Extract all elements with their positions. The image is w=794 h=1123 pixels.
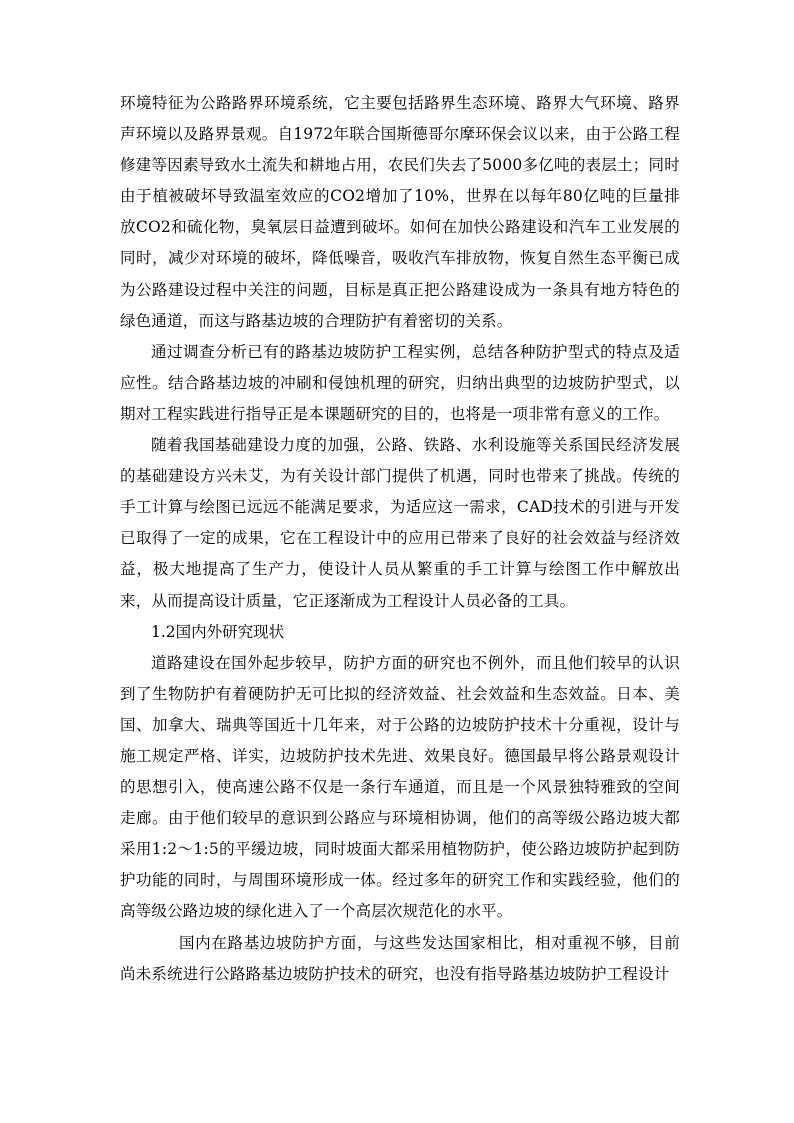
paragraph-domestic-research: 国内在路基边坡防护方面，与这些发达国家相比，相对重视不够，目前尚未系统进行公路路基边坡防护技术的研究，也没有指导路基边坡防护工程设计	[120, 933, 680, 983]
paragraph-environment-features: 环境特征为公路路界环境系统，它主要包括路界生态环境、路界大气环境、路界声环境以及路界景观。自1972年联合国斯德哥尔摩环保会议以来，由于公路工程修建等因素导致水土流失和耕地占用，农民们失去了5000多亿吨的表层土；同时由于植被破坏导致温室效应的CO2增加了10%，世界在以每年80亿吨的巨量排放CO2和硫化物，臭氧层日益遭到破坏。如何在加快公路建设和汽车工业发展的同时，减少对环境的破坏，降低噪音，吸收汽车排放物，恢复自然生态平衡已成为公路建设过程中关注的问题，目标是真正把公路建设成为一条具有地方特色的绿色通道，而这与路基边坡的合理防护有着密切的关系。	[120, 94, 680, 330]
paragraph-research-purpose: 通过调查分析已有的路基边坡防护工程实例，总结各种防护型式的特点及适应性。结合路基边坡的冲刷和侵蚀机理的研究，归纳出典型的边坡防护型式，以期对工程实践进行指导正是本课题研究的目的，也将是一项非常有意义的工作。	[120, 342, 680, 423]
section-heading: 1.2国内外研究现状	[151, 622, 285, 641]
paragraph-cad-development: 随着我国基础建设力度的加强，公路、铁路、水利设施等关系国民经济发展的基础建设方兴未艾，为有关设计部门提供了机遇，同时也带来了挑战。传统的手工计算与绘图已远远不能满足要求，为适应这一需求，CAD技术的引进与开发已取得了一定的成果，它在工程设计中的应用已带来了良好的社会效益与经济效益，极大地提高了生产力，使设计人员从繁重的手工计算与绘图工作中解放出来，从而提高设计质量，它正逐渐成为工程设计人员必备的工具。	[120, 436, 680, 610]
document-body	[120, 88, 680, 990]
paragraph-foreign-research: 道路建设在国外起步较早，防护方面的研究也不例外，而且他们较早的认识到了生物防护有着硬防护无可比拟的经济效益、社会效益和生态效益。日本、美国、加拿大、瑞典等国近十几年来，对于公路的边坡防护技术十分重视，设计与施工规定严格、详实，边坡防护技术先进、效果良好。德国最早将公路景观设计的思想引入，使高速公路不仅是一条行车通道，而且是一个风景独特雅致的空间走廊。由于他们较早的意识到公路应与环境相协调，他们的高等级公路边坡大都采用1:2～1:5的平缓边坡，同时坡面大都采用植物防护，使公路边坡防护起到防护功能的同时，与周围环境形成一体。经过多年的研究工作和实践经验，他们的高等级公路边坡的绿化进入了一个高层次规范化的水平。	[120, 653, 680, 921]
